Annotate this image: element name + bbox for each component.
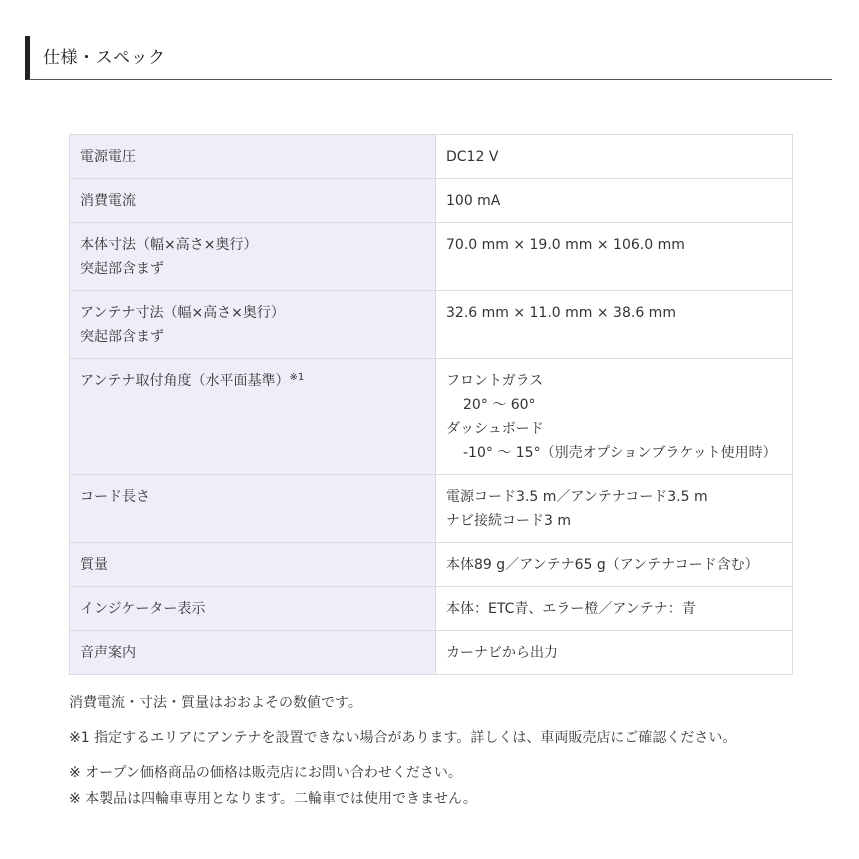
footnote-marker: ※1	[289, 372, 305, 383]
spec-value-text: ダッシュボード	[446, 421, 544, 437]
note-text: ※ オープン価格商品の価格は販売店にお問い合わせください。	[69, 765, 462, 781]
spec-notes	[69, 690, 829, 812]
spec-value-text: DC12 V	[446, 149, 499, 165]
table-row	[70, 135, 793, 179]
table-row	[70, 543, 793, 587]
spec-label-text: 音声案内	[80, 645, 136, 661]
spec-label	[70, 475, 436, 543]
spec-value	[436, 179, 793, 223]
spec-label	[70, 543, 436, 587]
spec-value-text: フロントガラス	[446, 373, 544, 389]
spec-value	[436, 475, 793, 543]
spec-label	[70, 631, 436, 675]
spec-label	[70, 135, 436, 179]
spec-value	[436, 135, 793, 179]
spec-value-text: 32.6 mm × 11.0 mm × 38.6 mm	[446, 305, 676, 321]
table-row	[70, 475, 793, 543]
section-title: 仕様・スペック	[43, 48, 166, 68]
note-text: ※ 本製品は四輪車専用となります。二輪車では使用できません。	[69, 791, 477, 807]
spec-value-text: 本体：ETC青、エラー橙／アンテナ：青	[446, 601, 696, 617]
spec-label	[70, 359, 436, 475]
spec-value	[436, 543, 793, 587]
spec-value-text: 20° 〜 60°	[463, 397, 536, 413]
section-heading	[25, 36, 832, 80]
table-row	[70, 587, 793, 631]
spec-label-subtext: 突起部含まず	[80, 329, 164, 345]
spec-value-text: ナビ接続コード3 m	[446, 513, 571, 529]
table-row	[70, 223, 793, 291]
spec-value-text: 電源コード3.5 m／アンテナコード3.5 m	[446, 489, 708, 505]
note-text: ※1 指定するエリアにアンテナを設置できない場合があります。詳しくは、車両販売店にご確認ください。	[69, 730, 737, 746]
spec-label-text: 質量	[80, 557, 108, 573]
spec-label-text: 本体寸法（幅×高さ×奥行）	[80, 237, 258, 253]
spec-label	[70, 179, 436, 223]
spec-value	[436, 587, 793, 631]
spec-value-text: 本体89 g／アンテナ65 g（アンテナコード含む）	[446, 557, 759, 573]
spec-label	[70, 587, 436, 631]
spec-value	[436, 291, 793, 359]
spec-value-text: カーナビから出力	[446, 645, 558, 661]
spec-value-text: 100 mA	[446, 193, 501, 209]
spec-value-text: 70.0 mm × 19.0 mm × 106.0 mm	[446, 237, 685, 253]
table-row	[70, 631, 793, 675]
spec-value	[436, 223, 793, 291]
spec-label-text: 消費電流	[80, 193, 136, 209]
spec-label-text: インジケーター表示	[80, 601, 206, 617]
table-row	[70, 291, 793, 359]
spec-label	[70, 223, 436, 291]
spec-label-text: 電源電圧	[80, 149, 136, 165]
table-row	[70, 359, 793, 475]
spec-label	[70, 291, 436, 359]
spec-label-text: アンテナ取付角度（水平面基準）	[80, 373, 290, 389]
spec-value-text: -10° 〜 15°（別売オプションブラケット使用時）	[463, 445, 777, 461]
spec-label-text: コード長さ	[80, 489, 150, 505]
spec-label-line	[80, 369, 425, 393]
spec-label-text: アンテナ寸法（幅×高さ×奥行）	[80, 305, 285, 321]
spec-value	[436, 631, 793, 675]
table-row	[70, 179, 793, 223]
spec-value	[436, 359, 793, 475]
note-text: 消費電流・寸法・質量はおおよその数値です。	[69, 695, 362, 711]
spec-table	[69, 134, 793, 675]
spec-label-subtext: 突起部含まず	[80, 261, 164, 277]
